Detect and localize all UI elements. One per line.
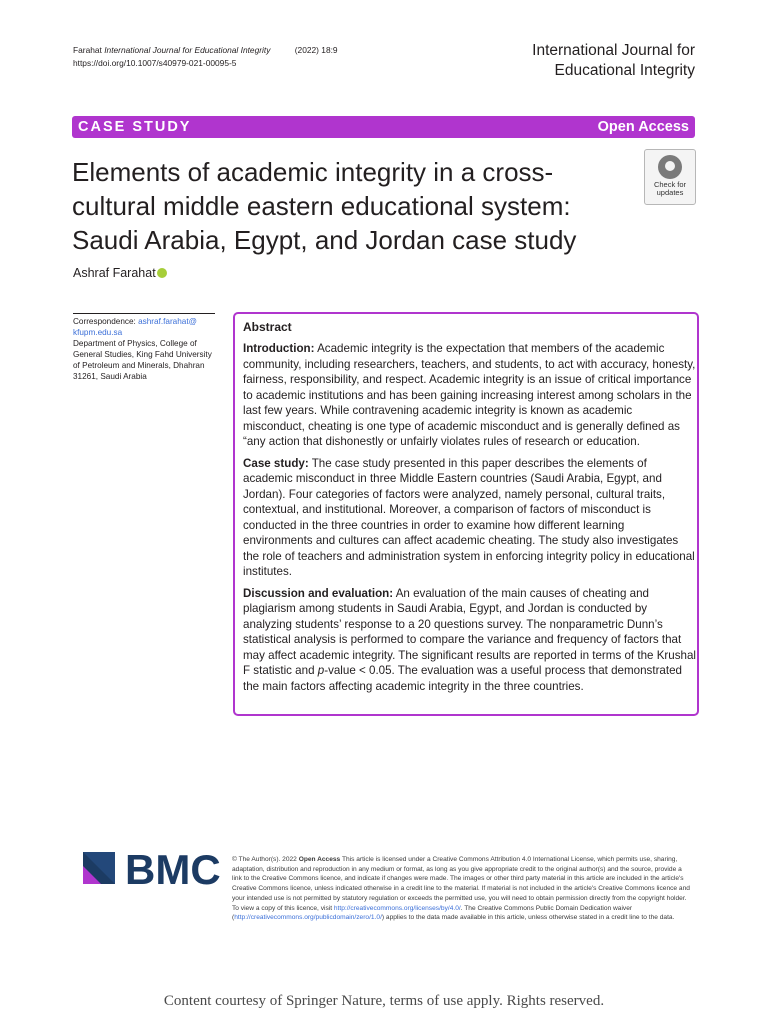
correspondence-email-link-cont[interactable]: kfupm.edu.sa (73, 328, 123, 337)
journal-name-line1: International Journal for (532, 42, 695, 59)
article-type-label: CASE STUDY (78, 119, 192, 135)
introduction-text: Academic integrity is the expectation that members of the academic community, including researchers, teachers, and students, to act with accuracy, honesty, fairness, responsibility, and respect. Academic integrity is an issue of critical importance to academic institutions and has been gaining increasing interest among scholars in the last few years. While contravening academic integrity is known as academic misconduct, cheating is one type of academic misconduct and is generally defined as “any action that dishonestly or unfairly violates rules of research or education. (243, 342, 696, 448)
abstract-discussion (243, 586, 697, 695)
discussion-text-2: -value < 0.05. The evaluation was a useful process that demonstrated the main factors affecting academic integrity in the three countries. (243, 664, 683, 693)
discussion-label: Discussion and evaluation: (243, 586, 394, 600)
case-study-label: Case study: (243, 456, 309, 470)
license-copyright: © The Author(s). 2022 (232, 856, 299, 863)
check-for-updates-icon (658, 155, 682, 179)
bmc-logo-mark-icon (83, 852, 123, 890)
abstract-introduction (243, 341, 697, 450)
license-link-zero[interactable]: http://creativecommons.org/publicdomain/zero/1.0/ (234, 914, 382, 922)
check-for-updates-line1: Check for (653, 180, 687, 189)
correspondence-block (73, 316, 213, 382)
abstract-heading: Abstract (243, 320, 292, 334)
author-name[interactable]: Ashraf Farahat (73, 266, 156, 280)
article-type-banner (72, 116, 695, 138)
discussion-p-italic: p (317, 664, 325, 677)
author-line (73, 266, 167, 280)
header-doi-link[interactable]: https://doi.org/10.1007/s40979-021-00095-5 (73, 58, 237, 68)
header-citation (73, 44, 338, 70)
page-footer: Content courtesy of Springer Nature, terms of use apply. Rights reserved. (163, 993, 605, 1009)
license-notice (232, 855, 692, 923)
case-study-text: The case study presented in this paper describes the elements of academic misconduct in three Middle Eastern countries (Saudi Arabia, Egypt, and Jordan). Four categories of factors were analyzed, namely personal, cultural traits, contextual, and institutional. Moreover, a comparison of factors of misconduct is conducted in the three countries in order to examine how different learning environments and cultures can affect academic cheating. The study also investigates the role of teachers and administration system in enforcing integrity policy in educational institutes. (243, 456, 695, 578)
license-link-by[interactable]: http://creativecommons.org/licenses/by/4.0/ (333, 904, 461, 912)
correspondence-divider (73, 313, 215, 314)
check-for-updates-button[interactable] (644, 149, 696, 205)
article-title: Elements of academic integrity in a cross-cultural middle eastern educational system: Saudi Arabia, Egypt, and Jordan case study (72, 157, 577, 255)
discussion-text-1: An evaluation of the main causes of cheating and plagiarism among students in Saudi Arabia, Egypt, and Jordan is conducted by analyzing students’ response to a 20 questions survey. The nonparametric Dunn’s statistical analysis is performed to compare the variance and frequency of factors that may affect academic integrity. The significant results are reported in terms of the Krushal F statistic and (243, 586, 697, 677)
check-for-updates-line2: updates (656, 188, 684, 197)
header-journal: International Journal for Educational Integrity (104, 45, 271, 55)
affiliation: Department of Physics, College of General Studies, King Fahd University of Petroleum and Minerals, Dhahran 31261, Saudi Arabia (73, 339, 212, 381)
license-text-1: This article is licensed under a Creative Commons Attribution 4.0 International License, which permits use, sharing, adaptation, distribution and reproduction in any medium or format, as long as you give appropriate credit to the original author(s) and the source, provide a link to the Creative Commons licence, and indicate if changes were made. The images or other third party material in this article are included in the article's Creative Commons licence, unless indicated otherwise in a credit line to the material. If material is not included in the article's Creative Commons licence and your intended use is not permitted by statutory regulation or exceeds the permitted use, you will need to obtain permission directly from the copyright holder. To view a copy of this licence, visit (232, 856, 690, 912)
journal-name (532, 41, 695, 81)
bmc-logo-text: BMC (125, 846, 221, 893)
journal-name-line2: Educational Integrity (554, 62, 695, 79)
abstract-case-study (243, 456, 697, 580)
correspondence-email-link[interactable]: ashraf.farahat@ (138, 317, 197, 326)
bmc-logo (83, 846, 221, 893)
abstract-box (233, 312, 699, 716)
license-open-access: Open Access (298, 856, 341, 863)
header-author: Farahat (73, 45, 102, 55)
license-text-3: ) applies to the data made available in this article, unless otherwise stated in a credit line to the data. (381, 914, 675, 922)
introduction-label: Introduction: (243, 342, 315, 355)
header-volume: (2022) 18:9 (294, 45, 338, 55)
correspondence-label: Correspondence: (73, 317, 136, 326)
orcid-icon[interactable] (157, 268, 167, 278)
open-access-label: Open Access (597, 119, 689, 135)
license-text-2: . The Creative Commons Public Domain Dedication waiver ( (232, 904, 633, 922)
